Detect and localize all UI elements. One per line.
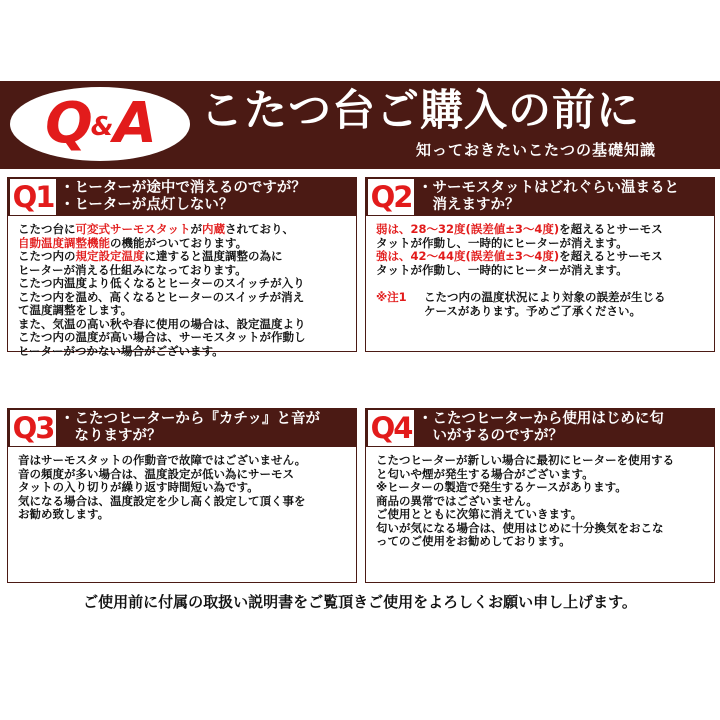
highlight-text: 内蔵 [202, 222, 225, 236]
answer-text: が [190, 222, 202, 236]
answer-text: こたつ内温度より低くなるとヒーターのスイッチが入り [18, 276, 305, 290]
question-number: Q2 [368, 179, 414, 215]
footer-notice: ご使用前に付属の取扱い説明書をご覧頂きご使用をよろしくお願い申し上げます。 [83, 593, 637, 611]
answer-text: ヒーターがつかない場合がございます。 [18, 343, 224, 358]
answer-text: と匂いや煙が発生する場合がございます。 [376, 466, 594, 481]
answer-line [18, 304, 350, 318]
answer-body [376, 223, 708, 347]
highlight-text: 規定設定温度 [75, 249, 145, 263]
answer-line [376, 237, 708, 251]
question-number: Q3 [10, 410, 56, 446]
answer-line [376, 495, 708, 509]
qa-logo-text: Q&A [45, 91, 155, 156]
answer-text: ご使用とともに次第に消えていきます。 [376, 507, 583, 521]
answer-line [18, 345, 350, 359]
highlight-text: 強は、42〜44度(誤差値±3〜4度) [376, 249, 560, 263]
answer-text: を超えるとサーモス [559, 249, 663, 263]
answer-text: 音はサーモスタットの作動音で故障ではございません。 [18, 453, 307, 467]
answer-text: を超えるとサーモス [559, 222, 663, 236]
answer-line [18, 291, 350, 305]
question-number: Q1 [10, 179, 56, 215]
question-header [366, 409, 714, 447]
answer-text: こたつ台に [18, 222, 76, 236]
page-subtitle: 知っておきたいこたつの基礎知識 [415, 141, 656, 159]
answer-line [18, 508, 350, 522]
answer-line [18, 277, 350, 291]
qa-card-q3 [7, 408, 357, 583]
answer-text: タットが作動し、一時的にヒーターが消えます。 [376, 235, 628, 250]
answer-text: こたつ内の [18, 249, 76, 263]
answer-text: こたつヒーターが新しい場合に最初にヒーターを使用する [376, 453, 675, 467]
answer-text: お勧め致します。 [18, 507, 110, 521]
answer-body [18, 222, 350, 358]
question-title: ・こたつヒーターから『カチッ』と音が なりますが？ [60, 411, 320, 444]
answer-line [18, 223, 350, 237]
question-header [366, 178, 714, 216]
qa-badge [10, 87, 190, 161]
answer-text: 音の頻度が多い場合は、温度設定が低い為にサーモス [18, 466, 294, 481]
answer-text: こたつ内を温め、高くなるとヒーターのスイッチが消え [18, 289, 305, 304]
answer-body [376, 454, 708, 578]
question-header [8, 409, 356, 447]
answer-text: こたつ内の温度が高い場合は、サーモスタットが作動し [18, 330, 306, 344]
answer-text: の機能がついております。 [110, 235, 248, 250]
answer-line [376, 223, 708, 237]
answer-text: ってのご使用をお勧めしております。 [376, 534, 571, 548]
answer-line [376, 250, 708, 264]
answer-line [376, 508, 708, 522]
page-title: こたつ台ご購入の前に [200, 86, 640, 136]
answer-line [18, 495, 350, 509]
answer-text: 商品の異常ではございません。 [376, 493, 538, 508]
answer-line [376, 481, 708, 495]
answer-text: て温度調整をします。 [18, 303, 133, 317]
qa-card-q1 [7, 177, 357, 358]
answer-line [376, 535, 708, 549]
answer-text: タットの入り切りが繰り返す時間短い為です。 [18, 480, 259, 494]
answer-text: 匂いが気になる場合は、使用はじめに十分換気をおこな [376, 520, 664, 535]
answer-text: ヒーターが消える仕組みになっております。 [18, 262, 247, 277]
question-number: Q4 [368, 410, 414, 446]
highlight-text: 弱は、28〜32度(誤差値±3〜4度) [376, 222, 560, 236]
answer-line [18, 318, 350, 332]
note-mark: ※注1 [376, 290, 407, 304]
question-header [8, 178, 356, 216]
answer-line [376, 468, 708, 482]
answer-line [18, 237, 350, 251]
answer-line [376, 264, 708, 278]
answer-line [18, 331, 350, 345]
header-banner [0, 81, 720, 169]
answer-text: に達すると温度調整の為に [144, 249, 283, 263]
answer-note [376, 291, 708, 318]
answer-text: されており、 [225, 222, 294, 236]
question-title: ・ヒーターが途中で消えるのですが？ ・ヒーターが点灯しない？ [60, 180, 306, 213]
answer-line [376, 522, 708, 536]
question-title: ・サーモスタットはどれぐらい温まると 消えますか？ [418, 180, 679, 213]
note-text: こたつ内の温度状況により対象の誤差が生じる ケースがあります。予めご了承ください。 [424, 290, 666, 318]
highlight-text: 可変式サーモスタット [75, 222, 191, 236]
answer-line [18, 481, 350, 495]
answer-text: タットが作動し、一時的にヒーターが消えます。 [376, 262, 628, 277]
answer-text: ※ヒーターの製造で発生するケースがあります。 [376, 480, 627, 494]
answer-line [18, 454, 350, 468]
qa-card-q4 [365, 408, 715, 583]
answer-text: また、気温の高い秋や春に使用の場合は、設定温度より [18, 316, 306, 331]
question-title: ・こたつヒーターから使用はじめに匂 いがするのですが？ [418, 411, 664, 444]
answer-text: 気になる場合は、温度設定を少し高く設定して頂く事を [18, 493, 306, 508]
answer-line [18, 264, 350, 278]
highlight-text: 自動温度調整機能 [18, 235, 110, 250]
answer-line [376, 454, 708, 468]
answer-body [18, 454, 350, 578]
answer-line [18, 468, 350, 482]
answer-line [18, 250, 350, 264]
qa-card-q2 [365, 177, 715, 352]
